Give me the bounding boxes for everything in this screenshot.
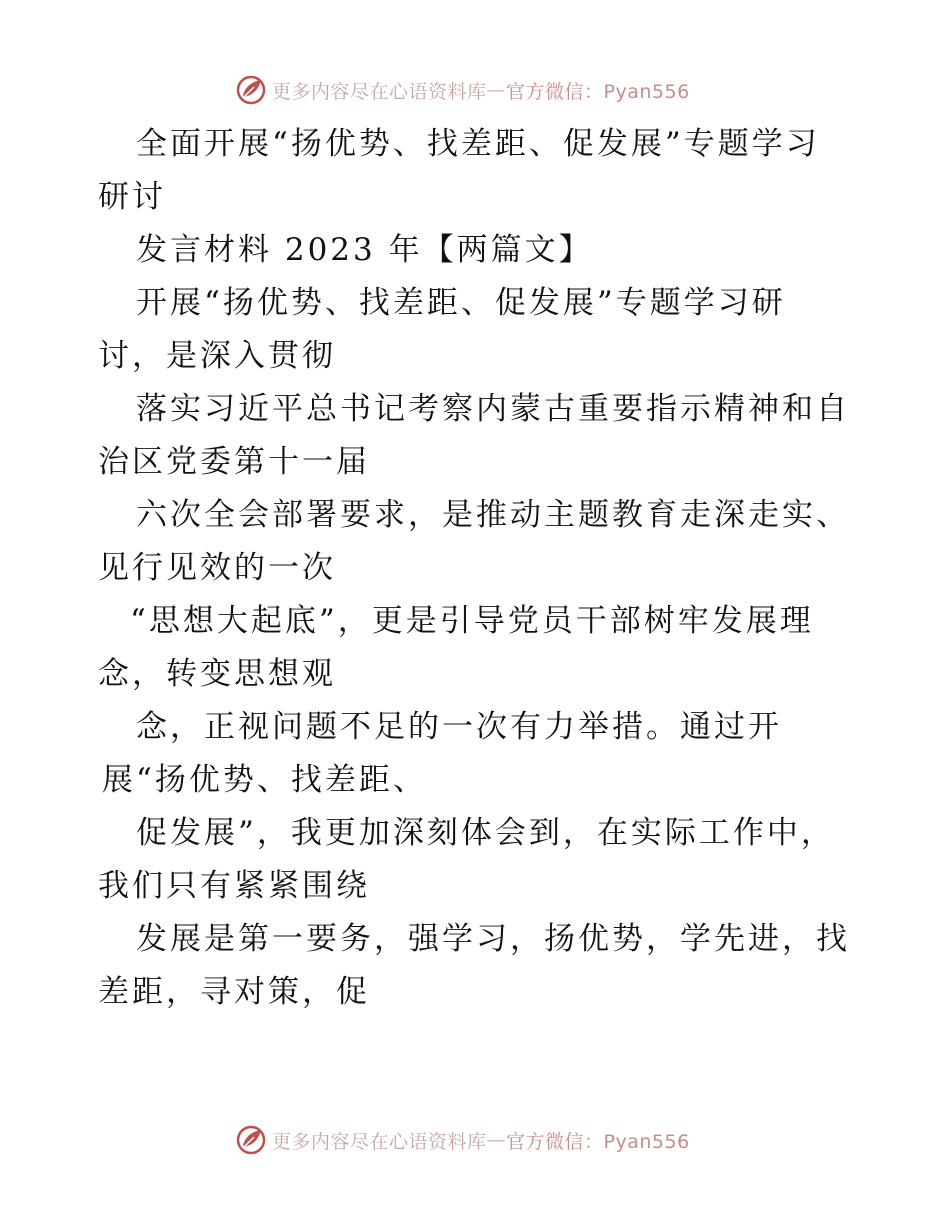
text-line: 研讨 [98, 179, 166, 215]
header-watermark [234, 73, 754, 107]
text-line: 发展是第一要务，强学习，扬优势，学先进，找 [136, 921, 850, 957]
text-line: 见行见效的一次 [98, 550, 336, 586]
text-line: 我们只有紧紧围绕 [98, 868, 370, 904]
text-line: 开展“扬优势、找差距、促发展”专题学习研 [136, 285, 786, 321]
watermark-wechat: 官方微信：Pyan556 [506, 80, 690, 103]
text-line: 促发展”，我更加深刻体会到，在实际工作中， [136, 815, 835, 851]
document-body [98, 118, 858, 1019]
footer-watermark [234, 1123, 754, 1157]
text-line: 念，正视问题不足的一次有力举措。通过开 [136, 709, 782, 745]
watermark-text: 更多内容尽在心语资料库 [272, 1130, 487, 1153]
watermark-text: 更多内容尽在心语资料库 [272, 80, 487, 103]
leaf-logo-icon [234, 1123, 268, 1157]
leaf-logo-icon [234, 73, 268, 107]
text-line: 全面开展“扬优势、找差距、促发展”专题学习 [136, 126, 820, 162]
text-line: 差距，寻对策，促 [98, 974, 370, 1010]
text-line: 念，转变思想观 [98, 656, 336, 692]
text-line: “思想大起底”，更是引导党员干部树牢发展理 [130, 603, 814, 639]
text-line: 发言材料 2023 年【两篇文】 [136, 232, 593, 268]
text-line: 六次全会部署要求，是推动主题教育走深走实、 [136, 497, 850, 533]
text-line: 讨，是深入贯彻 [98, 338, 336, 374]
watermark-separator: — [486, 1129, 507, 1151]
text-line: 落实习近平总书记考察内蒙古重要指示精神和自 [136, 391, 850, 427]
watermark-separator: — [486, 79, 507, 101]
watermark-wechat: 官方微信：Pyan556 [506, 1130, 690, 1153]
text-line: 展“扬优势、找差距、 [102, 762, 427, 798]
text-line: 治区党委第十一届 [98, 444, 370, 480]
